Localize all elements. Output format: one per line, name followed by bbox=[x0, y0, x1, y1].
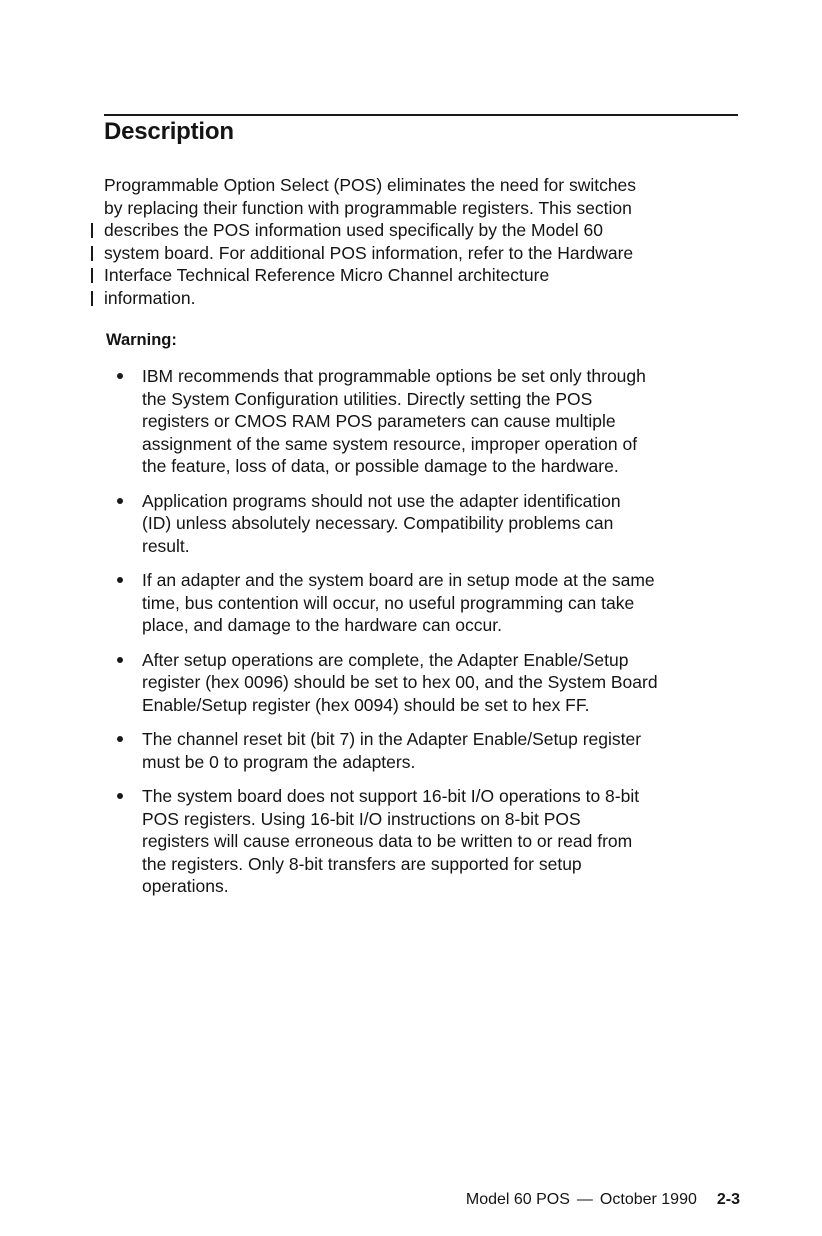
revision-bar bbox=[91, 223, 93, 238]
section-heading: Description bbox=[104, 118, 234, 145]
intro-line: Programmable Option Select (POS) eliminates the need for switches bbox=[104, 175, 637, 195]
warning-item-line: assignment of the same system resource, improper operation of bbox=[142, 433, 638, 454]
warning-item-line: If an adapter and the system board are in setup mode at the same bbox=[142, 570, 655, 590]
warning-item bbox=[142, 490, 752, 558]
intro-line bbox=[104, 219, 754, 242]
intro-line bbox=[104, 287, 754, 310]
warning-item-line: must be 0 to program the adapters. bbox=[142, 751, 416, 772]
bullet-icon bbox=[117, 498, 123, 504]
warning-item bbox=[142, 365, 752, 478]
warning-item-line: registers will cause erroneous data to be written to or read from bbox=[142, 831, 633, 851]
warning-item-line: the feature, loss of data, or possible damage to the hardware. bbox=[142, 456, 619, 476]
intro-line bbox=[104, 264, 754, 287]
warning-item-line: result. bbox=[142, 535, 190, 556]
warning-item bbox=[142, 728, 752, 773]
bullet-icon bbox=[117, 657, 123, 663]
intro-line-text: describes the POS information used specifically by the Model 60 bbox=[104, 220, 604, 240]
warning-label: Warning: bbox=[106, 331, 177, 349]
warning-item-line: the System Configuration utilities. Directly setting the POS bbox=[142, 388, 593, 409]
revision-bar bbox=[91, 291, 93, 306]
warning-item-line: register (hex 0096) should be set to hex 00, and the System Board bbox=[142, 672, 658, 692]
warning-item-line: time, bus contention will occur, no useful programming can take bbox=[142, 592, 635, 613]
warning-item bbox=[142, 649, 752, 717]
warning-item-line: registers or CMOS RAM POS parameters can cause multiple bbox=[142, 411, 616, 431]
intro-line-text: information. bbox=[104, 287, 196, 308]
intro-line: by replacing their function with programmable registers. This section bbox=[104, 197, 632, 218]
warning-item-line: IBM recommends that programmable options be set only through bbox=[142, 366, 646, 386]
page-number: 2-3 bbox=[716, 1191, 740, 1208]
warning-item-line: (ID) unless absolutely necessary. Compatibility problems can bbox=[142, 513, 614, 533]
warning-list bbox=[142, 365, 752, 910]
bullet-icon bbox=[117, 577, 123, 583]
intro-line bbox=[104, 242, 754, 265]
warning-item-line: the registers. Only 8-bit transfers are supported for setup bbox=[142, 853, 582, 874]
warning-item-line: Application programs should not use the adapter identification bbox=[142, 490, 621, 511]
page-footer bbox=[466, 1191, 740, 1209]
bullet-icon bbox=[117, 373, 123, 379]
revision-bar bbox=[91, 246, 93, 261]
warning-item-line: The system board does not support 16-bit I/O operations to 8-bit bbox=[142, 786, 640, 806]
revision-bar bbox=[91, 268, 93, 283]
warning-item-line: Enable/Setup register (hex 0094) should be set to hex FF. bbox=[142, 694, 590, 715]
section-rule bbox=[104, 114, 738, 116]
footer-dash: — bbox=[576, 1191, 593, 1208]
warning-item-line: operations. bbox=[142, 876, 229, 896]
intro-paragraph bbox=[104, 174, 754, 309]
bullet-icon bbox=[117, 736, 123, 742]
intro-line-text: system board. For additional POS information, refer to the Hardware bbox=[104, 242, 634, 263]
bullet-icon bbox=[117, 793, 123, 799]
warning-item-line: The channel reset bit (bit 7) in the Adapter Enable/Setup register bbox=[142, 729, 642, 749]
intro-line-text: Interface Technical Reference Micro Channel architecture bbox=[104, 265, 550, 285]
warning-item bbox=[142, 785, 752, 898]
warning-item-line: POS registers. Using 16-bit I/O instructions on 8-bit POS bbox=[142, 808, 581, 829]
warning-item-line: After setup operations are complete, the Adapter Enable/Setup bbox=[142, 649, 629, 670]
footer-date: October 1990 bbox=[599, 1191, 697, 1208]
footer-title: Model 60 POS bbox=[465, 1191, 570, 1208]
warning-item-line: place, and damage to the hardware can occur. bbox=[142, 615, 502, 635]
warning-item bbox=[142, 569, 752, 637]
